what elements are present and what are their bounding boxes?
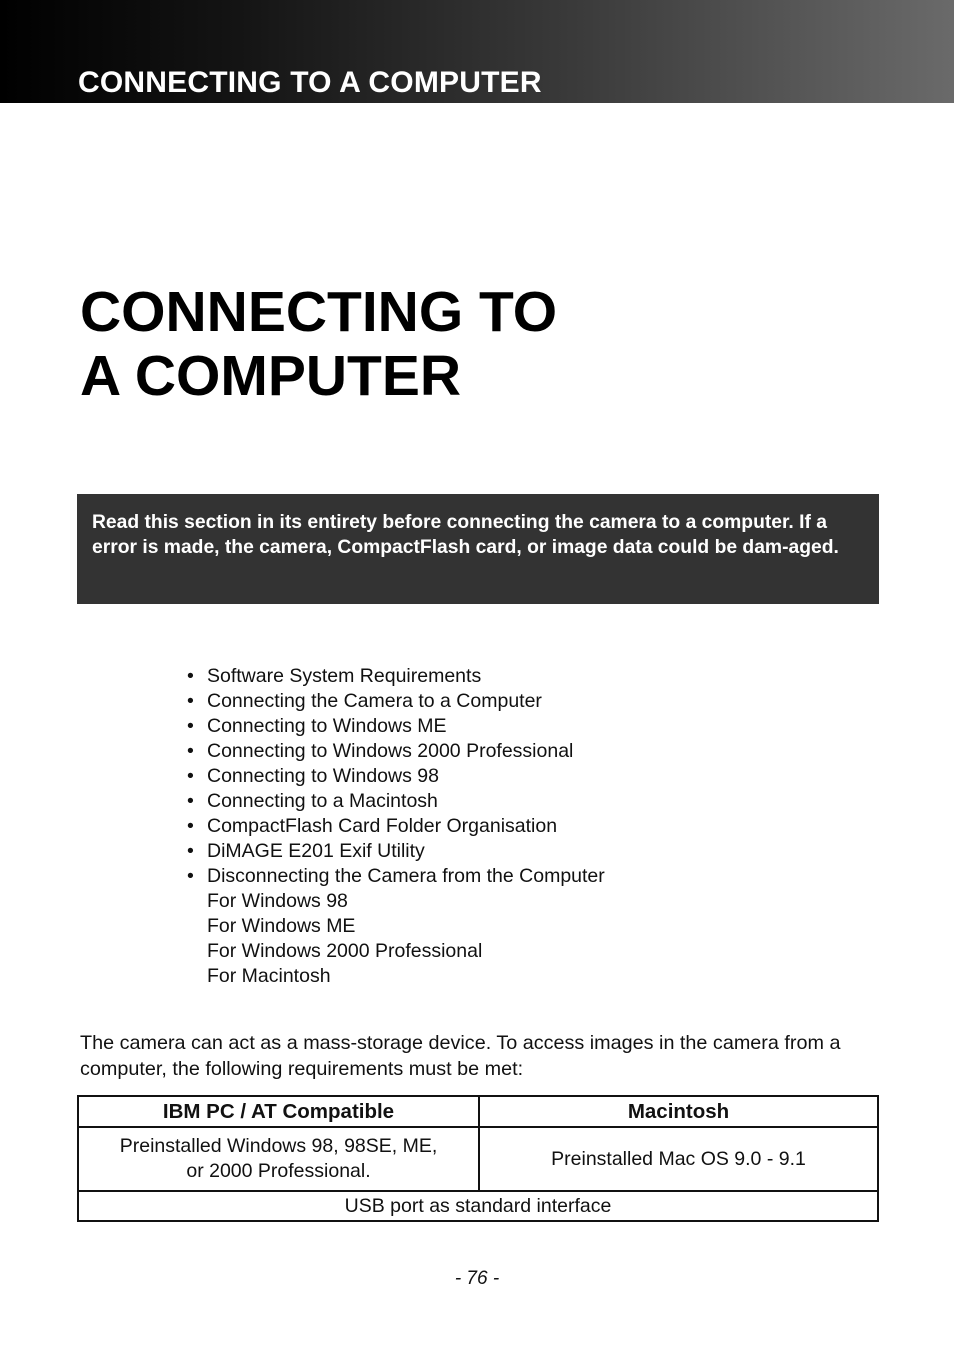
list-item: • Connecting to a Macintosh: [185, 789, 605, 814]
table-cell-pc-os: [78, 1127, 479, 1191]
table-header-mac: Macintosh: [479, 1096, 878, 1127]
pc-os-line-1: Preinstalled Windows 98, 98SE, ME,: [119, 1135, 438, 1157]
table-row-usb: [78, 1191, 878, 1221]
table-row-os: [78, 1127, 878, 1191]
list-item: • Connecting to Windows 2000 Professional: [185, 739, 605, 764]
list-item: For Macintosh: [207, 965, 331, 987]
list-item: • Software System Requirements: [185, 664, 605, 689]
list-item: • CompactFlash Card Folder Organisation: [185, 814, 605, 839]
table-header-pc: IBM PC / AT Compatible: [78, 1096, 479, 1127]
intro-paragraph: The camera can act as a mass-storage device. To access images in the camera from a computer, the following requirements must be met:: [80, 1032, 841, 1080]
list-item: • Connecting to Windows ME: [185, 714, 605, 739]
list-item: • Connecting to Windows 98: [185, 764, 605, 789]
header-bar: [0, 0, 954, 103]
table-header-row: [78, 1096, 878, 1127]
page-title: [80, 280, 557, 408]
header-title: CONNECTING TO A COMPUTER: [78, 66, 542, 99]
page-title-line-2: A COMPUTER: [80, 344, 462, 408]
list-item: For Windows ME: [207, 915, 356, 937]
list-item: • Disconnecting the Camera from the Computer: [185, 864, 605, 889]
table-cell-mac-os: Preinstalled Mac OS 9.0 - 9.1: [479, 1127, 878, 1191]
requirements-table: [77, 1095, 879, 1222]
table-cell-usb: USB port as standard interface: [78, 1191, 878, 1221]
list-item: For Windows 2000 Professional: [207, 940, 483, 962]
page-number: - 76 -: [454, 1268, 500, 1289]
warning-box: [77, 494, 879, 604]
pc-os-line-2: or 2000 Professional.: [186, 1160, 371, 1182]
page-title-line-1: CONNECTING TO: [80, 280, 558, 344]
topic-list: [185, 664, 605, 989]
list-item: • Connecting the Camera to a Computer: [185, 689, 605, 714]
warning-text: Read this section in its entirety before connecting the camera to a computer. If a error is made, the camera, CompactFlash card, or image data could be dam-aged.: [92, 512, 839, 558]
list-item: For Windows 98: [207, 890, 348, 912]
list-item: • DiMAGE E201 Exif Utility: [185, 839, 605, 864]
